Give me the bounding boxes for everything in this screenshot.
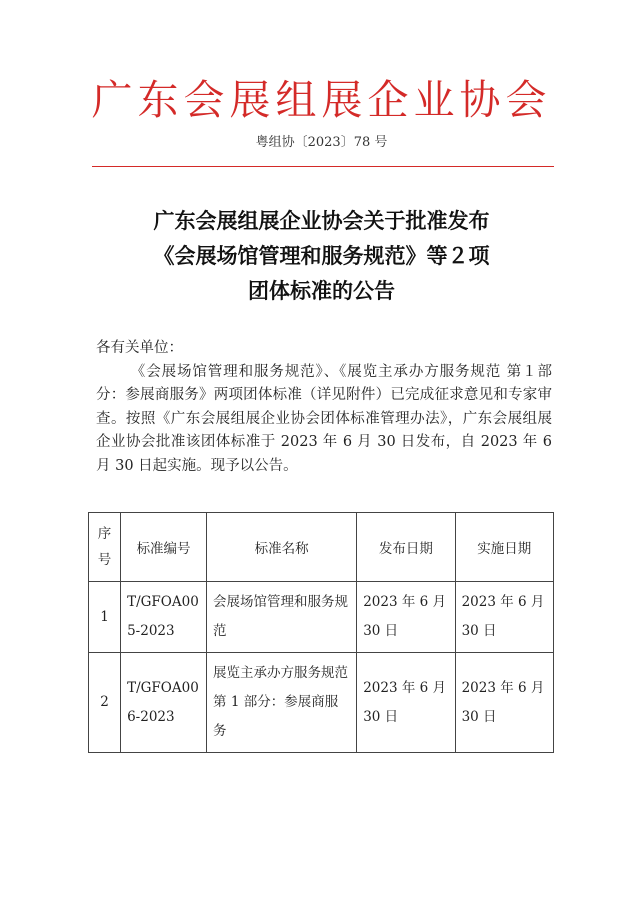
row-index: 2 [89,653,121,753]
row-publish-date: 2023 年 6 月 30 日 [357,653,455,753]
table-header-row [89,513,554,582]
row-effective-date: 2023 年 6 月 30 日 [455,653,553,753]
header-publish-date: 发布日期 [357,513,455,582]
header-index-line-1: 序 [97,526,112,542]
row-name: 会展场馆管理和服务规范 [207,582,357,653]
row-publish-date: 2023 年 6 月 30 日 [357,582,455,653]
row-code: T/GFOA006-2023 [121,653,207,753]
notice-body [96,337,552,478]
header-effective-date: 实施日期 [455,513,553,582]
header-index [89,513,121,582]
org-name-header: 广东会展组展企业协会 [91,76,552,124]
notice-title-line-1: 广东会展组展企业协会关于批准发布 [153,209,490,233]
header-code: 标准编号 [121,513,207,582]
notice-title-line-3: 团体标准的公告 [248,279,395,303]
red-divider-line [92,166,554,167]
notice-title [0,204,643,309]
row-effective-date: 2023 年 6 月 30 日 [455,582,553,653]
header-name: 标准名称 [207,513,357,582]
header-index-line-2: 号 [97,552,112,568]
body-paragraph: 《会展场馆管理和服务规范》、《展览主承办方服务规范 第１部分：参展商服务》两项团体标准（详见附件）已完成征求意见和专家审查。按照《广东会展组展企业协会团体标准管理办法》，广东会展组展企业协会批准该团体标准于 2023 年 6 月 30 日发布，自 2023 年 6 月 30 日起实施。现予以公告。 [96,363,552,474]
table-row [89,653,554,753]
row-name: 展览主承办方服务规范 第 1 部分：参展商服务 [207,653,357,753]
notice-title-line-2: 《会展场馆管理和服务规范》等２项 [153,244,490,268]
document-number: 粤组协〔2023〕78 号 [255,135,388,150]
table-row [89,582,554,653]
row-index: 1 [89,582,121,653]
salutation: 各有关单位： [96,340,183,356]
standards-table [88,512,554,753]
row-code: T/GFOA005-2023 [121,582,207,653]
